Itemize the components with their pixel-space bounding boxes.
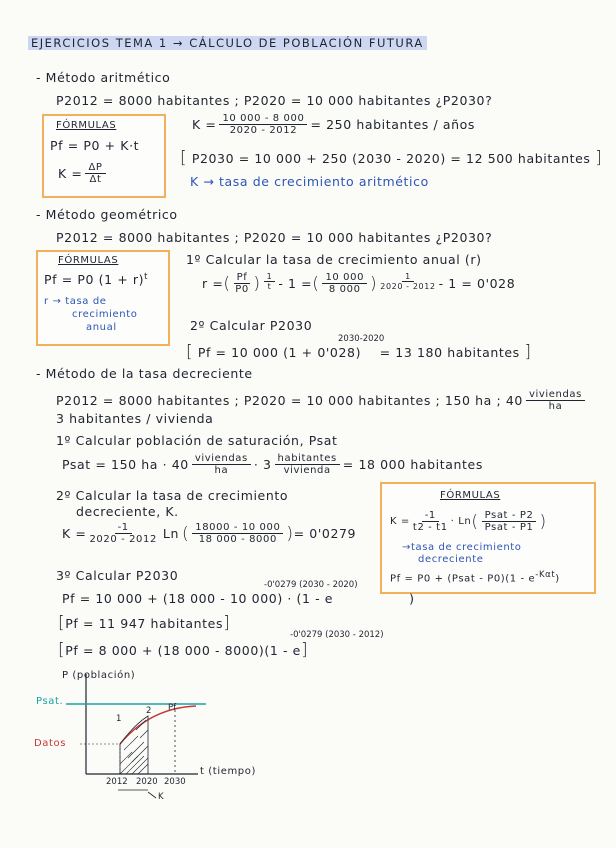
graph-pf-label: Pf [168, 703, 177, 713]
formula-k-decreasing: K = $\frac{-1}{t2 - t1}$ · Ln ( $\frac{\text{Psat - P2}}{\text{Psat - P1}}$ ) [390, 510, 547, 533]
formulas-label: FÓRMULAS [440, 490, 501, 501]
graph-x-2012: 2012 [106, 777, 128, 787]
decreasing-step-2b: decreciente, K. [76, 504, 179, 519]
r-note-3: anual [86, 322, 117, 333]
formula-pf: Pf = P0 + K·t [50, 138, 140, 153]
graph-point-1: 1 [116, 714, 122, 724]
p2030-decreasing-1: Pf = 10 000 + (18 000 - 10 000) · (1 - e ) [62, 591, 415, 606]
p2030-decreasing-3: [Pf = 8 000 + (18 000 - 8000)(1 - e] [58, 640, 309, 660]
section-decreasing-heading: - Método de la tasa decreciente [36, 366, 253, 381]
graph-x-2030: 2030 [164, 777, 186, 787]
section-geometric-data: P2012 = 8000 habitantes ; P2020 = 10 000 habitantes ¿P2030? [56, 230, 493, 245]
page-title: EJERCICIOS TEMA 1 → CÁLCULO DE POBLACIÓN FUTURA [28, 36, 427, 50]
formula-box-decreasing [380, 482, 596, 594]
p2030-arithmetic: [ P2030 = 10 000 + 250 (2030 - 2020) = 12 500 habitantes ] [180, 148, 603, 168]
population-graph [20, 668, 300, 844]
p2030-decreasing-2: [Pf = 11 947 habitantes] [58, 613, 231, 633]
k-arrow-line [148, 792, 156, 798]
graph-datos-label: Datos [34, 738, 67, 749]
geometric-step-2: 2º Calcular P2030 [190, 318, 313, 333]
formula-note-2: decreciente [418, 554, 484, 565]
section-arithmetic-heading: - Método aritmético [36, 70, 171, 85]
psat-calculation: Psat = 150 ha · 40 $\frac{\text{viviendas}}{ha}$ · 3 $\frac{\text{habitantes}}{\text{vivienda}}$ = 18 000 habitantes [62, 453, 483, 476]
k-note: K → tasa de crecimiento aritmético [190, 174, 429, 189]
k-decreasing-calculation: K = $\frac{-1}{2020 - 2012}$ Ln ( $\frac{18000 - 10 000}{18 000 - 8000}$ ) = 0'0279 [62, 522, 357, 545]
section-geometric-heading: - Método geométrico [36, 207, 178, 222]
formulas-label: FÓRMULAS [56, 120, 117, 131]
graph-point-2: 2 [146, 706, 152, 716]
c1-exponent: -0'0279 (2030 - 2020) [264, 580, 358, 590]
formula-pf-decreasing: Pf = P0 + (Psat - $P0)(1 - e^{-K\alpha t})$ [390, 570, 560, 585]
p2030-geometric-exponent: 2030-2020 [338, 334, 385, 344]
formula-note-1: →tasa de crecimiento [402, 542, 522, 553]
decreasing-step-1: 1º Calcular población de saturación, Psat [56, 433, 338, 448]
geometric-step-1: 1º Calcular la tasa de crecimiento anual (r) [186, 252, 482, 267]
r-calculation: r = ( $\frac{Pf}{P0}$ ) $\frac{1}{t}$ - 1 = ( $\frac{10 000}{8 000}$ ) $\frac{1}{2020 - 2012}$ - 1 = 0'028 [202, 272, 516, 295]
hatched-area [120, 716, 148, 774]
graph-ylabel: P (población) [62, 670, 136, 681]
decreasing-step-2a: 2º Calcular la tasa de crecimiento [56, 488, 289, 503]
formulas-label: FÓRMULAS [58, 255, 119, 266]
section-decreasing-data-2: 3 habitantes / vivienda [56, 411, 214, 426]
r-note-2: crecimiento [72, 309, 138, 320]
formula-box-geometric [36, 250, 170, 346]
graph-psat-label: Psat. [36, 696, 64, 707]
graph-xlabel: t (tiempo) [200, 766, 256, 777]
section-arithmetic-data: P2012 = 8000 habitantes ; P2020 = 10 000 habitantes ¿P2030? [56, 93, 493, 108]
pf-curve [120, 706, 196, 744]
c3-exponent: -0'0279 (2030 - 2012) [290, 630, 384, 640]
section-decreasing-data: P2012 = 8000 habitantes ; P2020 = 10 000 habitantes ; 150 ha ; 40 $\frac{\text{viviendas}}{ha}$ [56, 389, 588, 412]
graph-k-label: K [158, 792, 164, 802]
formula-k: K = $\frac{\Delta P}{\Delta t}$ [58, 162, 109, 185]
formula-box-arithmetic [42, 114, 166, 198]
decreasing-step-3: 3º Calcular P2030 [56, 568, 179, 583]
k-calculation: K = $\frac{10 000 - 8 000}{2020 - 2012}$ = 250 habitantes / años [192, 113, 475, 136]
hatch-lines [120, 720, 148, 774]
formula-pf-geometric: Pf = P0 $(1 + r)^t$ [44, 272, 149, 288]
p2030-geometric: [ Pf = 10 000 (1 + 0'028) = 13 180 habitantes ] [186, 342, 532, 362]
r-note-1: r → tasa de [44, 296, 107, 307]
graph-x-2020: 2020 [136, 777, 158, 787]
